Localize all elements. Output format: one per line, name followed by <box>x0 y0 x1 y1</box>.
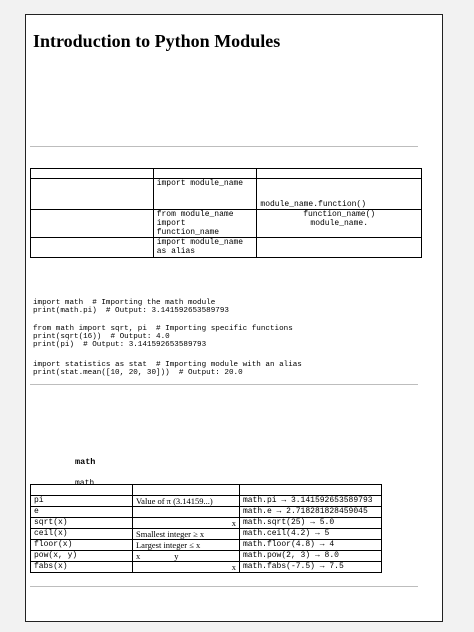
math-table-cell: Smallest integer ≥ x <box>132 529 239 540</box>
math-table-cell: math.fabs(-7.5) → 7.5 <box>239 562 381 573</box>
import-table-cell: import module_name <box>153 179 257 210</box>
math-table-cell: math.e → 2.718281828459045 <box>239 507 381 518</box>
math-table-row <box>31 485 382 496</box>
math-table-row <box>31 540 382 551</box>
math-table-cell: Value of π (3.14159...) <box>132 496 239 507</box>
import-syntax-table <box>30 168 422 258</box>
import-table-cell <box>31 169 154 179</box>
math-table-cell: x <box>132 562 239 573</box>
code-line: import statistics as stat # Importing module with an alias <box>33 361 302 369</box>
math-table-row <box>31 529 382 540</box>
math-table-cell: sqrt(x) <box>31 518 133 529</box>
math-module-heading: math <box>75 457 96 467</box>
import-table-cell <box>31 238 154 258</box>
import-table-cell <box>257 169 422 179</box>
math-table-cell: math.pow(2, 3) → 8.0 <box>239 551 381 562</box>
code-block-specific-import <box>33 325 293 349</box>
math-functions-table <box>30 484 382 573</box>
import-table-row <box>31 210 422 238</box>
import-table-cell <box>31 179 154 210</box>
math-table-cell <box>239 485 381 496</box>
math-table-cell: fabs(x) <box>31 562 133 573</box>
math-table-cell <box>132 507 239 518</box>
math-table-cell: e <box>31 507 133 518</box>
import-table-cell: module_name.function() <box>257 179 422 210</box>
code-line: print(stat.mean([10, 20, 30])) # Output: 20.0 <box>33 369 243 377</box>
math-table-cell: x y <box>132 551 239 562</box>
math-table-cell: math.pi → 3.141592653589793 <box>239 496 381 507</box>
math-table-row <box>31 562 382 573</box>
math-table-cell: math.ceil(4.2) → 5 <box>239 529 381 540</box>
import-table-cell <box>153 169 257 179</box>
code-block-basic-import <box>33 299 229 315</box>
math-table-cell: x <box>132 518 239 529</box>
code-line: print(pi) # Output: 3.141592653589793 <box>33 341 207 349</box>
math-table-row <box>31 507 382 518</box>
math-table-cell <box>31 485 133 496</box>
math-table-cell: pi <box>31 496 133 507</box>
import-table-cell <box>31 210 154 238</box>
math-table-cell: pow(x, y) <box>31 551 133 562</box>
code-line: print(sqrt(16)) # Output: 4.0 <box>33 333 170 341</box>
divider-middle <box>30 384 418 385</box>
code-block-alias-import <box>33 361 302 377</box>
import-table-row <box>31 179 422 210</box>
import-table-cell: from module_name import function_name <box>153 210 257 238</box>
divider-bottom <box>30 586 418 587</box>
code-line: print(math.pi) # Output: 3.141592653589793 <box>33 307 229 315</box>
import-table-cell <box>257 238 422 258</box>
math-table-row <box>31 496 382 507</box>
math-table-row <box>31 518 382 529</box>
import-table-row <box>31 169 422 179</box>
math-module-subheading: math <box>75 479 95 488</box>
import-table-cell: import module_name as alias <box>153 238 257 258</box>
math-table-cell: math.sqrt(25) → 5.0 <box>239 518 381 529</box>
math-table-cell: Largest integer ≤ x <box>132 540 239 551</box>
math-table-row <box>31 551 382 562</box>
code-line: from math import sqrt, pi # Importing specific functions <box>33 325 293 333</box>
divider-top <box>30 146 418 147</box>
import-table-row <box>31 238 422 258</box>
math-table-cell: ceil(x) <box>31 529 133 540</box>
math-table-cell: math.floor(4.8) → 4 <box>239 540 381 551</box>
import-table-cell: function_name() module_name. <box>257 210 422 238</box>
code-line: import math # Importing the math module <box>33 299 216 307</box>
page-title: Introduction to Python Modules <box>33 31 281 51</box>
math-table-cell <box>132 485 239 496</box>
math-table-cell: floor(x) <box>31 540 133 551</box>
